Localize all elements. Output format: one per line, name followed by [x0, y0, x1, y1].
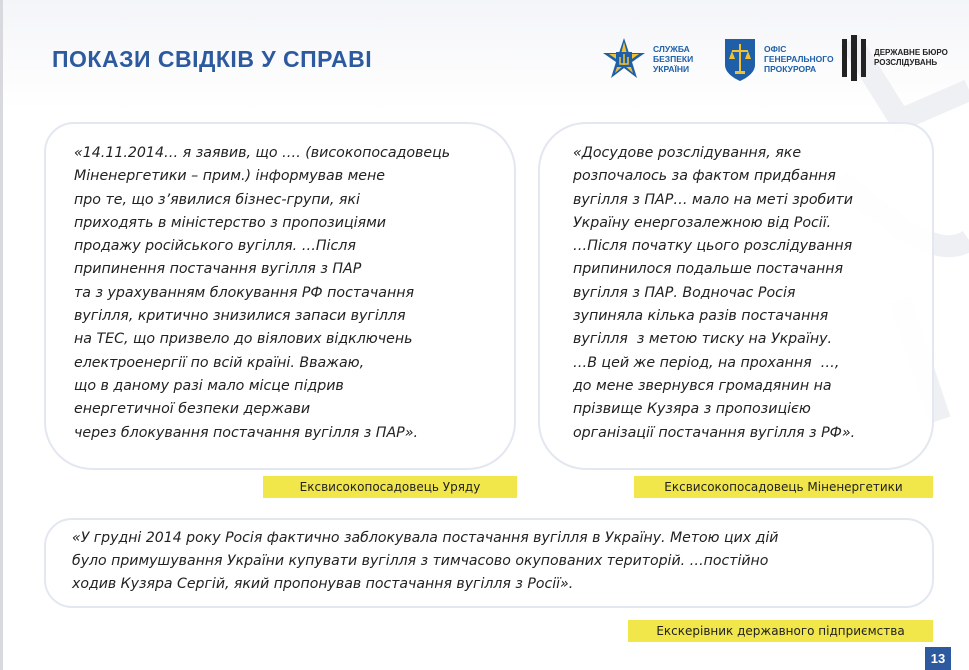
ogp-logo-line: ПРОКУРОРА: [764, 64, 817, 74]
ogp-emblem-icon: [721, 35, 759, 83]
dbr-emblem-icon: [840, 35, 868, 81]
page-title: ПОКАЗИ СВІДКІВ У СПРАВІ: [52, 46, 373, 72]
testimony-quote: «Досудове розслідування, яке розпочалось за фактом придбання вугілля з ПАР… мало на меті зробити Україну енергозалежною від Росії. …Після початку цього розслідування припинилося подальше постачання вугілля з ПАР. Водночас Росія зупиняла кілька разів постачання вугілля з метою тиску на Україну. …В цей же період, на прохання …, до мене звернувся громадянин на прізвище Кузяра з пропозицією організації постачання вугілля з РФ».: [573, 145, 856, 441]
sbu-logo-line: БЕЗПЕКИ: [653, 54, 694, 64]
witness-label: Екскерівник державного підприємства: [628, 620, 933, 642]
dbr-logo-line: ДЕРЖАВНЕ БЮРО: [874, 48, 948, 57]
dbr-logo-line: РОЗСЛІДУВАНЬ: [874, 58, 938, 67]
sbu-logo: [601, 36, 693, 82]
ogp-logo-line: ОФІС: [764, 44, 787, 54]
witness-label: Ексвисокопосадовець Уряду: [263, 476, 517, 498]
testimony-quote: «14.11.2014… я заявив, що …. (високопосадовець Міненергетики – прим.) інформував мене про те, що з’явилися бізнес-групи, які приходять в міністерство з пропозиціями продажу російського вугілля. …Після припинення постачання вугілля з ПАР та з урахуванням блокування РФ постачання вугілля, критично знизилися запаси вугілля на ТЕС, що призвело до віялових відключень електроенергії по всій країні. Вважаю, що в даному разі мало місце підрив енергетичної безпеки держави через блокування постачання вугілля з ПАР».: [74, 145, 451, 441]
page-number: 13: [925, 647, 951, 670]
ogp-logo: [721, 35, 834, 83]
testimony-quote: «У грудні 2014 року Росія фактично заблокувала постачання вугілля в Україну. Метою цих дій було примушування України купувати вугілля з тимчасово окупованих територій. …постійно ходив Кузяра Сергій, який пропонував постачання вугілля з Росії».: [72, 530, 779, 592]
dbr-logo: [840, 35, 948, 81]
sbu-logo-line: СЛУЖБА: [653, 44, 690, 54]
ogp-logo-line: ГЕНЕРАЛЬНОГО: [764, 54, 834, 64]
sbu-logo-line: УКРАЇНИ: [653, 64, 690, 74]
witness-label: Ексвисокопосадовець Міненергетики: [634, 476, 933, 498]
sbu-emblem-icon: [601, 36, 647, 82]
slide-edge: [0, 0, 3, 670]
